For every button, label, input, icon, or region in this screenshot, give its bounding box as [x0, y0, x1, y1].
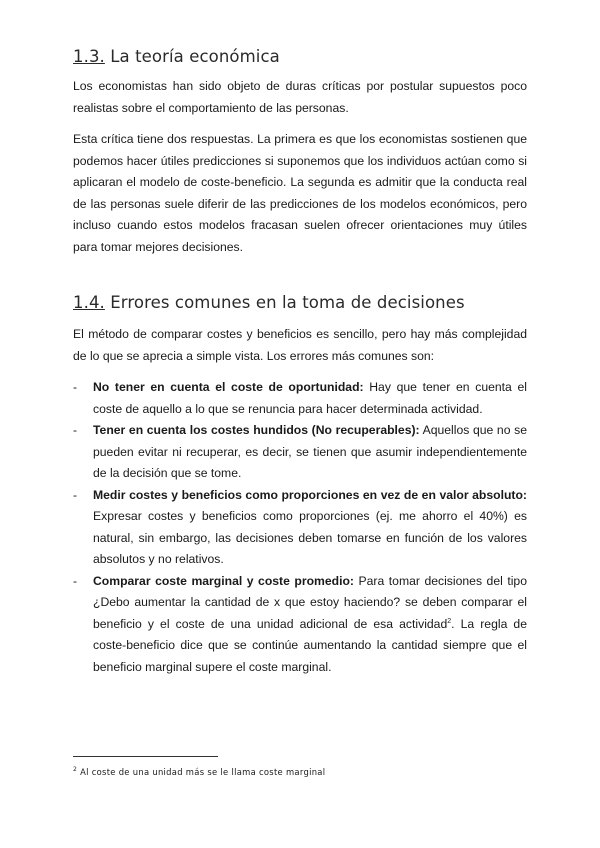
item-lead: No tener en cuenta el coste de oportunidad: [93, 380, 364, 394]
list-item [73, 485, 527, 571]
section-number: 1.4. [73, 293, 105, 312]
errors-list [73, 377, 527, 678]
section-heading-1-4 [73, 293, 465, 312]
footnote-number: 2 [73, 766, 78, 774]
item-text: Expresar costes y beneficios como proporciones (ej. me ahorro el 40%) es natural, sin embargo, las decisiones deben tomarse en función de los valores absolutos y no relativos. [93, 509, 527, 566]
item-text: Hay que tener en cuenta el coste de aquello a lo que se renuncia para hacer determinada actividad. [93, 380, 527, 416]
item-text: Para tomar decisiones del tipo ¿Debo aumentar la cantidad de x que estoy haciendo? se deben comparar el beneficio y el coste de una unidad adicional de esa actividad [93, 573, 527, 631]
section-title: Errores comunes en la toma de decisiones [110, 293, 465, 312]
list-dash: - [73, 423, 78, 437]
list-item [73, 377, 527, 420]
item-text: Aquellos que no se pueden evitar ni recuperar, es decir, se tienen que asumir independientemente de la decisión que se tome. [93, 423, 527, 480]
paragraph: Esta crítica tiene dos respuestas. La primera es que los economistas sostienen que podemos hacer útiles predicciones si suponemos que los individuos actúan como si aplicaran el modelo de coste-beneficio. La segunda es admitir que la conducta real de las personas suele diferir de las predicciones de los modelos económicos, pero incluso cuando estos modelos fracasan suelen ofrecer orientaciones muy útiles para tomar mejores decisiones. [73, 132, 527, 254]
paragraph: El método de comparar costes y beneficios es sencillo, pero hay más complejidad de lo que se aprecia a simple vista. Los errores más comunes son: [73, 327, 527, 363]
list-dash: - [73, 380, 78, 394]
list-item [73, 420, 527, 485]
footnote [73, 766, 325, 778]
item-lead: Medir costes y beneficios como proporciones en vez de en valor absoluto: [93, 487, 527, 502]
footnote-divider [73, 756, 218, 757]
item-lead: Tener en cuenta los costes hundidos (No recuperables): [93, 423, 420, 437]
section-title: La teoría económica [110, 47, 280, 66]
list-dash: - [73, 573, 78, 588]
item-text-continued: . La regla de coste-beneficio dice que se continúe aumentando la cantidad siempre que el beneficio marginal supere el coste marginal. [93, 616, 527, 674]
section-heading-1-3 [73, 47, 280, 66]
list-item [73, 571, 527, 679]
paragraph: Los economistas han sido objeto de duras críticas por postular supuestos poco realistas sobre el comportamiento de las personas. [73, 79, 527, 115]
footnote-reference[interactable]: 2 [447, 617, 452, 625]
section-number: 1.3. [73, 47, 105, 66]
footnote-text: Al coste de una unidad más se le llama coste marginal [77, 767, 326, 777]
list-dash: - [73, 487, 78, 502]
item-lead: Comparar coste marginal y coste promedio: [93, 573, 354, 588]
